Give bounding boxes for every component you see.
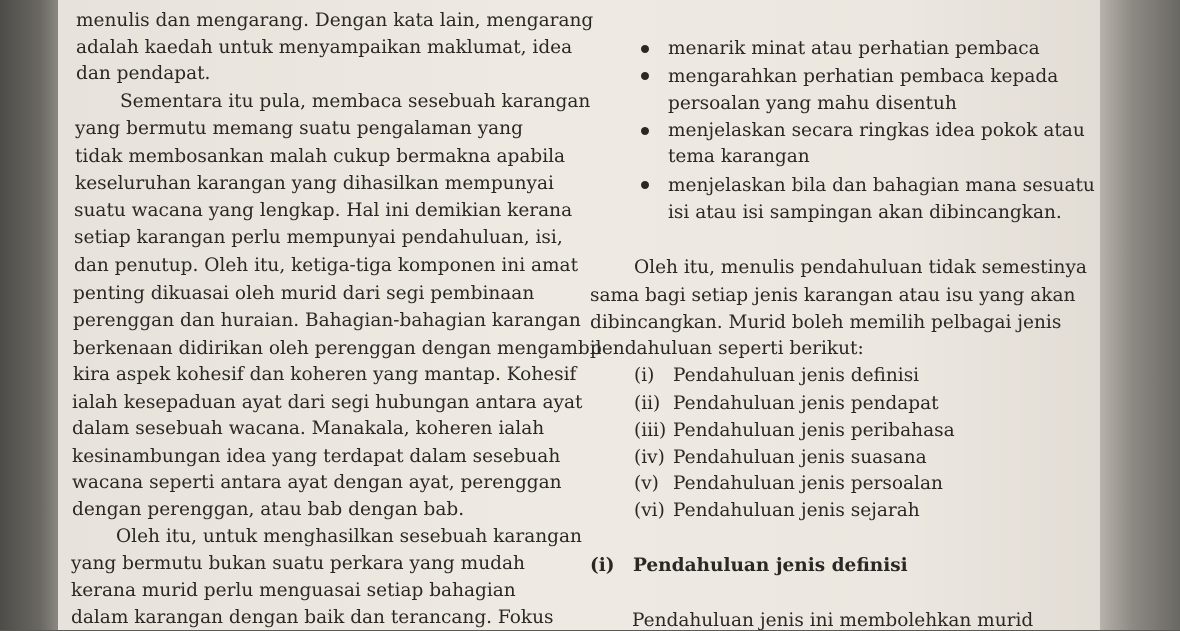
left-line: yang bermutu memang suatu pengalaman yang bbox=[75, 118, 523, 139]
section-text: Pendahuluan jenis ini membolehkan murid bbox=[632, 610, 1034, 631]
left-line: keseluruhan karangan yang dihasilkan mempunyai bbox=[75, 173, 554, 194]
bullet-item: menjelaskan secara ringkas idea pokok atau bbox=[668, 120, 1085, 141]
page-edge-shadow bbox=[1100, 0, 1180, 630]
para-line: sama bagi setiap jenis karangan atau isu yang akan bbox=[590, 285, 1076, 306]
list-num: (vi) bbox=[634, 500, 665, 521]
bullet-icon bbox=[641, 181, 649, 189]
section-number: (i) bbox=[590, 555, 615, 576]
list-item: Pendahuluan jenis definisi bbox=[673, 365, 920, 386]
left-line: ialah kesepaduan ayat dari segi hubungan antara ayat bbox=[72, 392, 583, 413]
bullet-item-cont: isi atau isi sampingan akan dibincangkan. bbox=[668, 202, 1062, 223]
left-line: tidak membosankan malah cukup bermakna apabila bbox=[75, 146, 566, 167]
para-line: dibincangkan. Murid boleh memilih pelbagai jenis bbox=[590, 312, 1062, 333]
left-line: dan pendapat. bbox=[76, 63, 211, 84]
bullet-item: menjelaskan bila dan bahagian mana sesuatu bbox=[668, 175, 1095, 196]
left-line: dalam karangan dengan baik dan terancang. Fokus bbox=[71, 607, 554, 628]
left-line: wacana seperti antara ayat dengan ayat, perenggan bbox=[72, 472, 562, 493]
para-line: pendahuluan seperti berikut: bbox=[590, 338, 864, 359]
list-num: (ii) bbox=[634, 393, 661, 414]
list-num: (v) bbox=[634, 473, 659, 494]
left-line: dalam sesebuah wacana. Manakala, koheren ialah bbox=[72, 418, 545, 439]
list-item: Pendahuluan jenis persoalan bbox=[673, 473, 943, 494]
left-line: yang bermutu bukan suatu perkara yang mudah bbox=[71, 553, 525, 574]
bullet-item-cont: persoalan yang mahu disentuh bbox=[668, 93, 957, 114]
bullet-icon bbox=[641, 72, 649, 80]
para-line: Oleh itu, menulis pendahuluan tidak semestinya bbox=[634, 257, 1087, 278]
list-num: (iii) bbox=[634, 420, 667, 441]
list-num: (i) bbox=[634, 365, 655, 386]
list-item: Pendahuluan jenis sejarah bbox=[673, 500, 920, 521]
bullet-icon bbox=[641, 45, 649, 53]
left-line: kerana murid perlu menguasai setiap bahagian bbox=[71, 580, 516, 601]
bullet-item-cont: tema karangan bbox=[668, 146, 810, 167]
left-line: kesinambungan idea yang terdapat dalam sesebuah bbox=[72, 446, 561, 467]
left-line: adalah kaedah untuk menyampaikan maklumat, idea bbox=[76, 37, 573, 58]
left-line: dan penutup. Oleh itu, ketiga-tiga komponen ini amat bbox=[74, 255, 579, 276]
left-line: penting dikuasai oleh murid dari segi pembinaan bbox=[73, 283, 535, 304]
left-line: kira aspek kohesif dan koheren yang mantap. Kohesif bbox=[73, 364, 577, 385]
left-line: dengan perenggan, atau bab dengan bab. bbox=[72, 499, 465, 520]
bullet-item: menarik minat atau perhatian pembaca bbox=[668, 38, 1040, 59]
left-line: suatu wacana yang lengkap. Hal ini demikian kerana bbox=[74, 200, 573, 221]
list-num: (iv) bbox=[634, 447, 665, 468]
section-heading: Pendahuluan jenis definisi bbox=[633, 555, 908, 576]
left-line: berkenaan didirikan oleh perenggan dengan mengambil bbox=[73, 338, 602, 359]
bullet-item: mengarahkan perhatian pembaca kepada bbox=[668, 66, 1059, 87]
left-line: Sementara itu pula, membaca sesebuah karangan bbox=[120, 91, 591, 112]
left-line: menulis dan mengarang. Dengan kata lain, mengarang bbox=[76, 10, 594, 31]
list-item: Pendahuluan jenis peribahasa bbox=[673, 420, 955, 441]
bullet-icon bbox=[641, 127, 649, 135]
list-item: Pendahuluan jenis suasana bbox=[673, 447, 927, 468]
left-line: perenggan dan huraian. Bahagian-bahagian karangan bbox=[73, 310, 581, 331]
list-item: Pendahuluan jenis pendapat bbox=[673, 393, 939, 414]
left-line: Oleh itu, untuk menghasilkan sesebuah karangan bbox=[116, 526, 582, 547]
left-line: setiap karangan perlu mempunyai pendahuluan, isi, bbox=[74, 227, 563, 248]
